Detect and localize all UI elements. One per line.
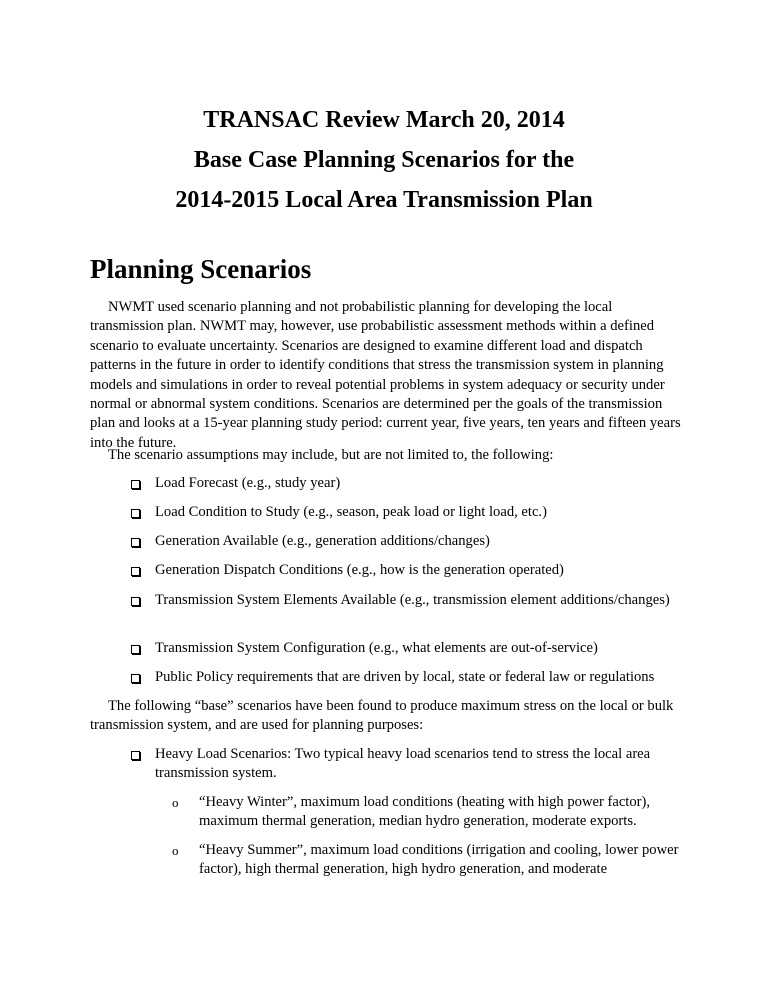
list-item [131, 503, 691, 522]
sub-list-item [172, 841, 682, 879]
sub-list-item-text: “Heavy Winter”, maximum load conditions (heating with high power factor), maximum thermal generation, median hydro generation, moderate exports. [199, 794, 651, 829]
list-item [131, 745, 691, 783]
assumptions-paragraph: The scenario assumptions may include, but are not limited to, the following: [108, 447, 554, 463]
base-scenarios-paragraph: The following “base” scenarios have been found to produce maximum stress on the local or bulk transmission system, and are used for planning purposes: [90, 698, 674, 734]
title-line-1: TRANSAC Review March 20, 2014 [203, 107, 565, 133]
checkbox-bullet-icon [131, 538, 140, 547]
checkbox-bullet-icon [131, 674, 140, 683]
title-line-2: Base Case Planning Scenarios for the [193, 147, 575, 173]
list-item-text: Transmission System Elements Available (e.g., transmission element additions/changes) [155, 592, 670, 608]
list-item-text: Generation Available (e.g., generation additions/changes) [155, 533, 490, 549]
list-item [131, 668, 691, 687]
circle-bullet-icon: o [172, 843, 179, 858]
list-item-text: Heavy Load Scenarios: Two typical heavy load scenarios tend to stress the local area transmission system. [155, 746, 651, 781]
sub-list-item-text: “Heavy Summer”, maximum load conditions (irrigation and cooling, lower power factor), high thermal generation, high hydro generation, and moderate [199, 842, 679, 877]
list-item-text: Generation Dispatch Conditions (e.g., how is the generation operated) [155, 562, 564, 578]
checkbox-bullet-icon [131, 567, 140, 576]
circle-bullet-icon: o [172, 795, 179, 810]
list-item-text: Public Policy requirements that are driven by local, state or federal law or regulations [155, 669, 655, 685]
list-item-text: Transmission System Configuration (e.g., what elements are out-of-service) [155, 640, 598, 656]
list-item-text: Load Forecast (e.g., study year) [155, 475, 341, 491]
list-item [131, 591, 691, 610]
list-item [131, 639, 691, 658]
title-line-3: 2014-2015 Local Area Transmission Plan [175, 187, 593, 213]
checkbox-bullet-icon [131, 480, 140, 489]
checkbox-bullet-icon [131, 597, 140, 606]
checkbox-bullet-icon [131, 509, 140, 518]
section-heading: Planning Scenarios [90, 254, 312, 284]
checkbox-bullet-icon [131, 751, 140, 760]
intro-paragraph-block [90, 298, 682, 453]
list-item [131, 561, 691, 580]
list-item [131, 532, 691, 551]
list-item [131, 474, 691, 493]
list-item-text: Load Condition to Study (e.g., season, peak load or light load, etc.) [155, 504, 547, 520]
checkbox-bullet-icon [131, 645, 140, 654]
base-scenarios-paragraph-block [90, 697, 682, 736]
assumptions-paragraph-block [90, 446, 682, 465]
document-title [0, 100, 768, 220]
intro-paragraph: NWMT used scenario planning and not probabilistic planning for developing the local transmission plan. NWMT may, however, use probabilistic assessment methods within a defined scenario to evaluate uncertainty. Scenarios are designed to examine different load and dispatch patterns in the future in order to identify conditions that stress the transmission system in planning models and simulations in order to reveal potential problems in system adequacy or security under normal or abnormal system conditions. Scenarios are determined per the goals of the transmission plan and looks at a 15-year planning study period: current year, five years, ten years and fifteen years into the future. [90, 299, 681, 451]
sub-list-item [172, 793, 682, 831]
